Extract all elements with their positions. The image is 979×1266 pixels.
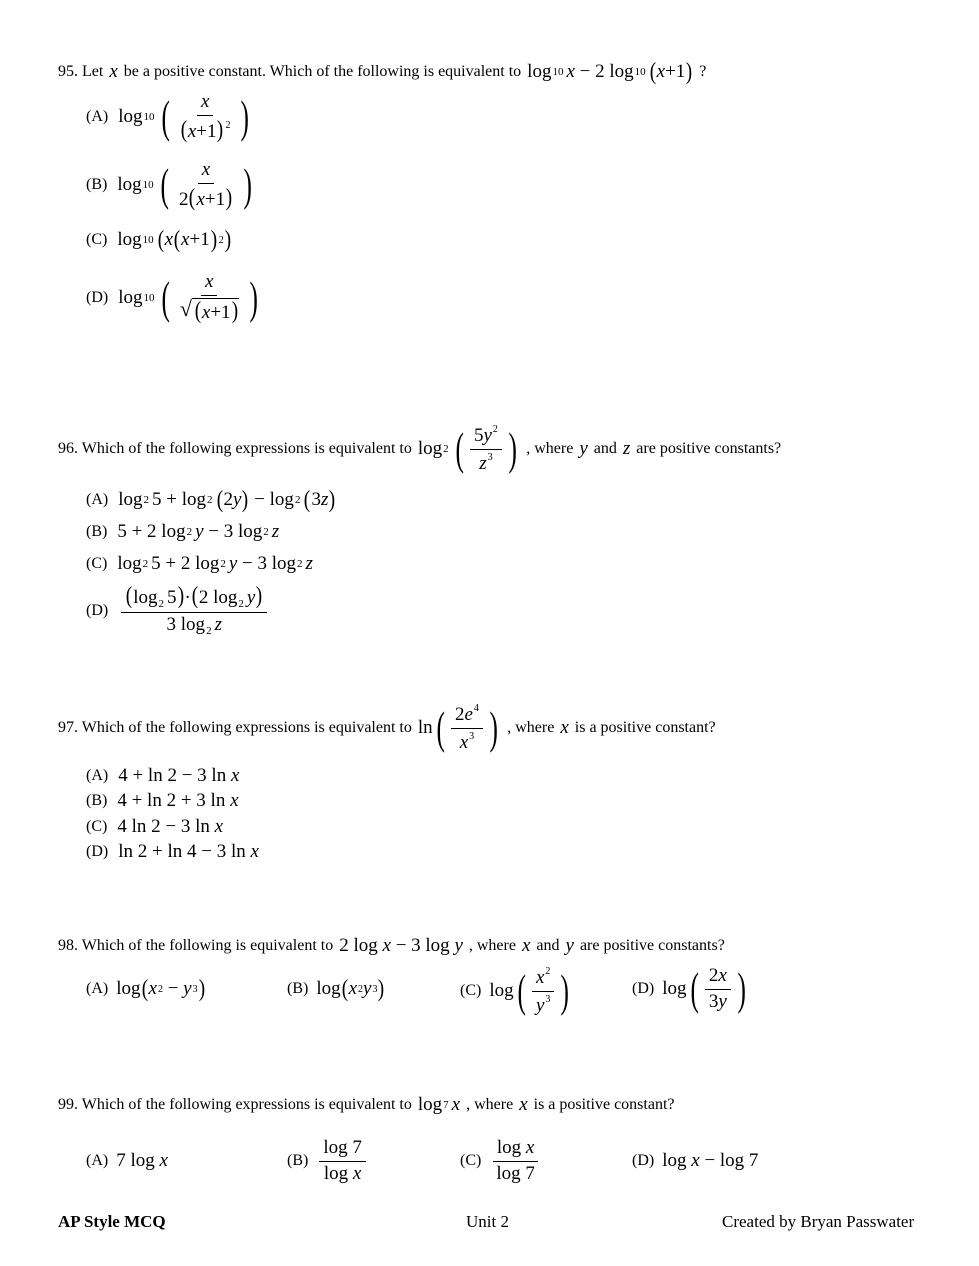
option-99-c[interactable]: (C) $\frac{\text{log x}}{\log 7}$ (460, 1138, 542, 1185)
option-99-d[interactable]: (D) log x − log 7 (632, 1150, 759, 1171)
option-97-d[interactable]: (D) ln 2 + ln 4 − 3 ln x (86, 841, 259, 862)
option-95-a[interactable]: (A) log 10 ( $\frac{x}{(x+1) ^2}$ ) (86, 91, 250, 143)
option-99-a[interactable]: (A) 7 log x (86, 1150, 168, 1171)
question-number: 95. Let (58, 63, 104, 80)
footer-left: AP Style MCQ (58, 1212, 166, 1231)
math-expression: ln ( $\frac{2e^4}{x^3}$ ) (417, 702, 498, 754)
option-96-c[interactable]: (C) log 2 5 + 2 log 2 y − 3 log 2 z (86, 553, 313, 574)
option-96-d[interactable]: (D) $\frac{(\log_2 5)\cdot(2 \log_2 y)}{3 \log_2 z}$ (86, 584, 270, 637)
option-97-c[interactable]: (C) 4 ln 2 − 3 ln x (86, 816, 224, 837)
question-96-stem: 96. Which of the following expressions is equivalent to log 2 ( $\frac{5y^2}{z^3}$ ) , where y and z are positive constants? (58, 423, 782, 475)
math-expression: log 10 x − 2 log 10 ( x +1 ) (527, 59, 693, 85)
option-95-c[interactable]: (C) log 10 ( x ( x +1 ) 2 ) (86, 227, 231, 253)
option-98-a[interactable]: (A) log ( x 2 − y 3 ) (86, 976, 205, 1002)
option-95-b[interactable]: (B) log 10 ( $\frac{x}{2(x+1)}$ ) (86, 159, 252, 211)
math-expression: 2 log x − 3 log y (339, 935, 463, 956)
option-98-b[interactable]: (B) log ( x 2 y 3 ) (287, 976, 385, 1002)
option-96-a[interactable]: (A) log 2 5 + log 2 ( 2 y ) − log 2 ( 3 z ) (86, 487, 336, 513)
option-97-a[interactable]: (A) 4 + ln 2 − 3 ln x (86, 765, 240, 786)
option-98-d[interactable]: (D) log ( $\frac{2x}{3y}$ ) (632, 963, 746, 1015)
option-96-b[interactable]: (B) 5 + 2 log 2 y − 3 log 2 z (86, 521, 280, 542)
math-expression: log 7 x (417, 1094, 461, 1115)
question-99-stem: 99. Which of the following expressions is equivalent to log 7 x , where x is a positive constant? (58, 1094, 675, 1115)
question-97-stem: 97. Which of the following expressions is equivalent to ln ( $\frac{2e^4}{x^3}$ ) , where x is a positive constant? (58, 702, 716, 754)
option-95-d[interactable]: (D) log 10 ( x √ (x+1) ) (86, 271, 258, 324)
math-expression: log 2 ( $\frac{5y^2}{z^3}$ ) (417, 423, 517, 475)
option-99-b[interactable]: (B) $\frac{\log 7}{\text{log x}}$ (287, 1138, 369, 1185)
question-98-stem: 98. Which of the following is equivalent to 2 log x − 3 log y , where x and y are positive constants? (58, 935, 725, 956)
option-98-c[interactable]: (C) log ( $\frac{x^2}{y^3}$ ) (460, 965, 570, 1017)
question-95-stem: 95. Let x be a positive constant. Which of the following is equivalent to log 10 x − 2 log 10 ( x +1 ) ? (58, 59, 707, 85)
footer-center: Unit 2 (466, 1212, 509, 1231)
option-97-b[interactable]: (B) 4 + ln 2 + 3 ln x (86, 790, 239, 811)
footer-right: Created by Bryan Passwater (722, 1212, 915, 1231)
